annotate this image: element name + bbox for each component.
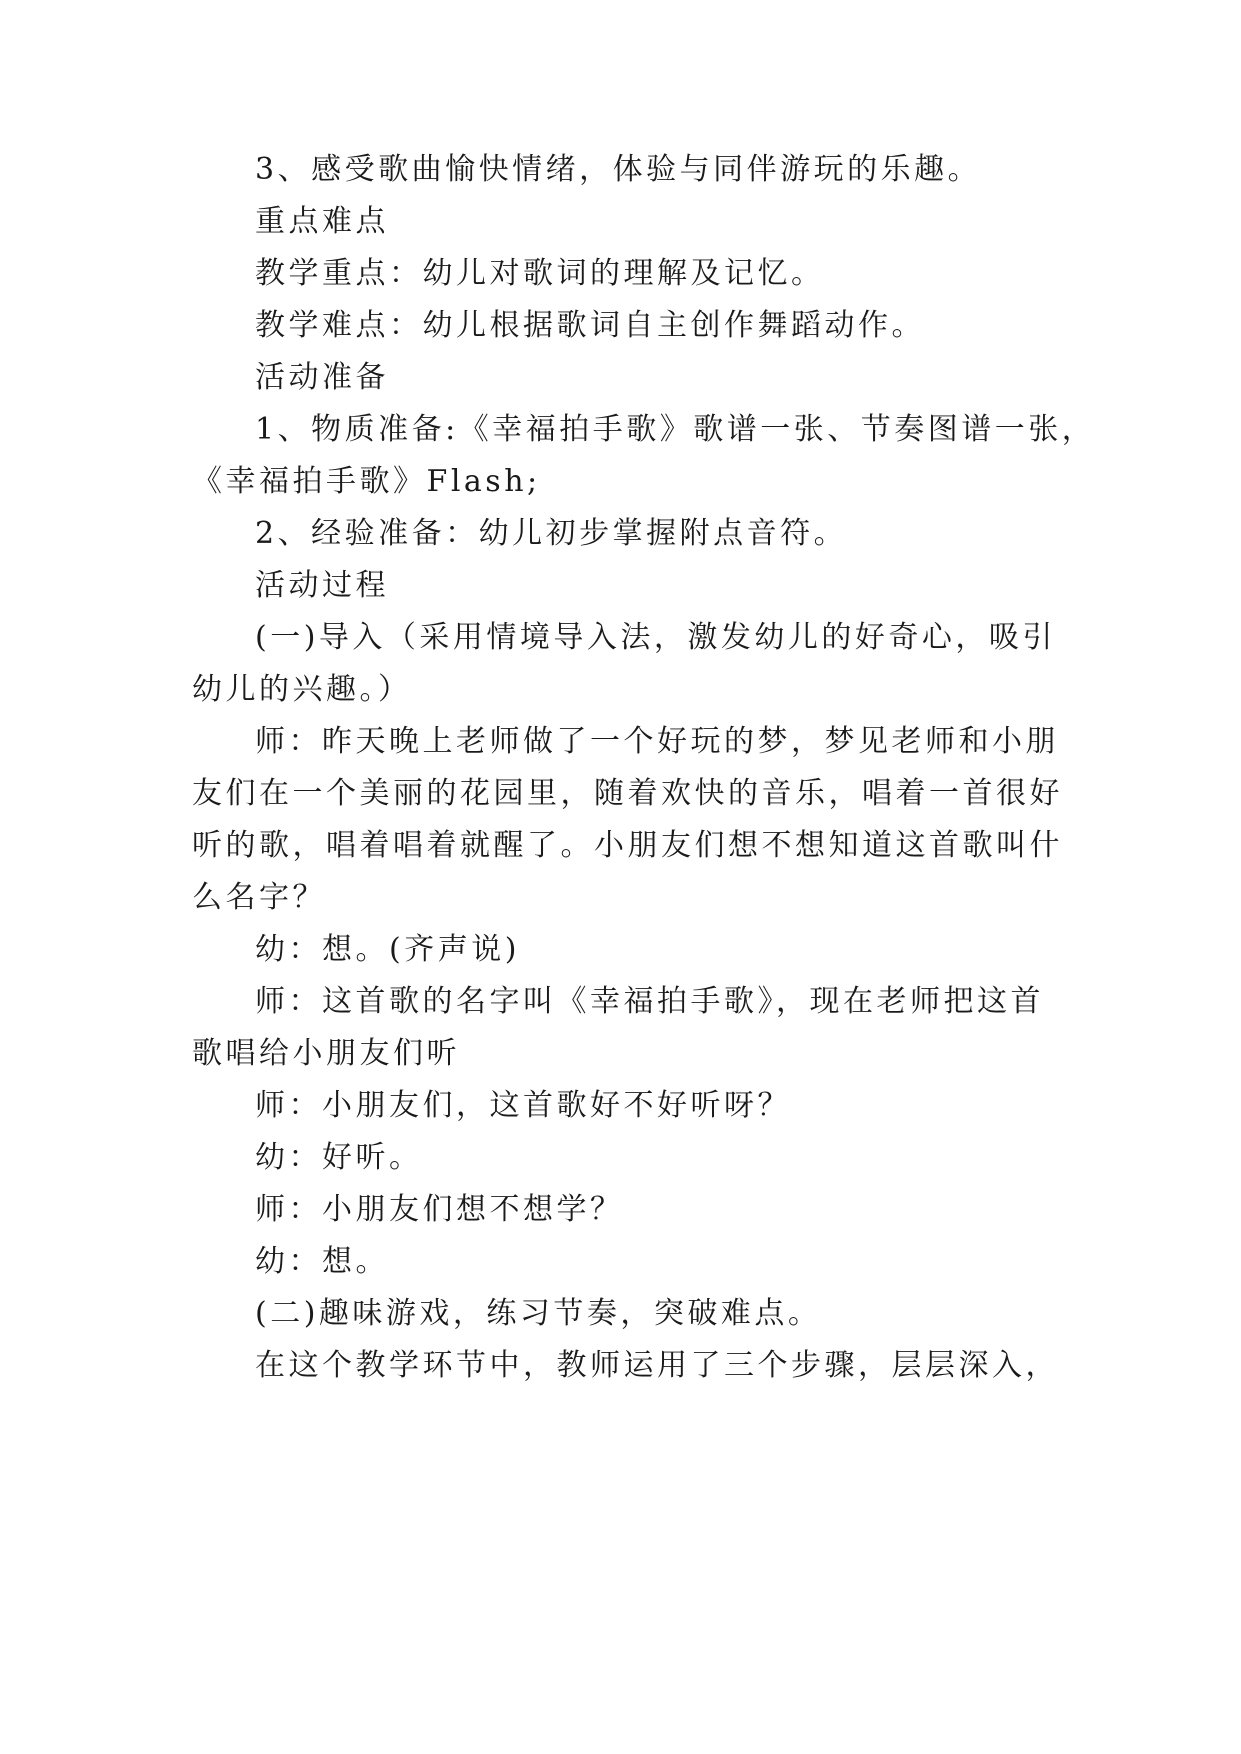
material-prep-continued: 《幸福拍手歌》Flash; [192, 464, 541, 499]
child-response-2: 幼：好听。 [255, 1140, 423, 1175]
material-prep-line: 1、物质准备:《幸福拍手歌》歌谱一张、节奏图谱一张， [255, 412, 1096, 447]
child-response-1: 幼：想。(齐声说) [255, 932, 520, 967]
step-one-intro-continued: 幼儿的兴趣。） [192, 672, 412, 707]
teacher-dialogue-1: 师：昨天晚上老师做了一个好玩的梦，梦见老师和小朋 [255, 724, 1059, 759]
section-heading-process: 活动过程 [255, 568, 389, 603]
section-heading-key-points: 重点难点 [255, 204, 389, 239]
teaching-focus-line: 教学重点：幼儿对歌词的理解及记忆。 [255, 256, 825, 291]
step-two-paragraph: 在这个教学环节中，教师运用了三个步骤，层层深入， [255, 1348, 1059, 1383]
teacher-dialogue-1-cont-b: 听的歌，唱着唱着就醒了。小朋友们想不想知道这首歌叫什 [192, 828, 1063, 863]
teaching-difficulty-line: 教学难点：幼儿根据歌词自主创作舞蹈动作。 [255, 308, 925, 343]
step-two-heading: (二)趣味游戏，练习节奏，突破难点。 [255, 1296, 822, 1331]
section-heading-preparation: 活动准备 [255, 360, 389, 395]
teacher-dialogue-2-cont: 歌唱给小朋友们听 [192, 1036, 460, 1071]
step-one-intro-line: (一)导入（采用情境导入法，激发幼儿的好奇心，吸引 [255, 620, 1056, 655]
child-response-3: 幼：想。 [255, 1244, 389, 1279]
teacher-dialogue-1-cont-c: 么名字？ [192, 880, 326, 915]
teacher-dialogue-3: 师：小朋友们，这首歌好不好听呀？ [255, 1088, 791, 1123]
teacher-dialogue-2: 师：这首歌的名字叫《幸福拍手歌》，现在老师把这首 [255, 984, 1044, 1019]
goal-3-line: 3、感受歌曲愉快情绪，体验与同伴游玩的乐趣。 [255, 152, 982, 187]
teacher-dialogue-4: 师：小朋友们想不想学？ [255, 1192, 624, 1227]
experience-prep-line: 2、经验准备：幼儿初步掌握附点音符。 [255, 516, 848, 551]
teacher-dialogue-1-cont-a: 友们在一个美丽的花园里，随着欢快的音乐，唱着一首很好 [192, 776, 1063, 811]
